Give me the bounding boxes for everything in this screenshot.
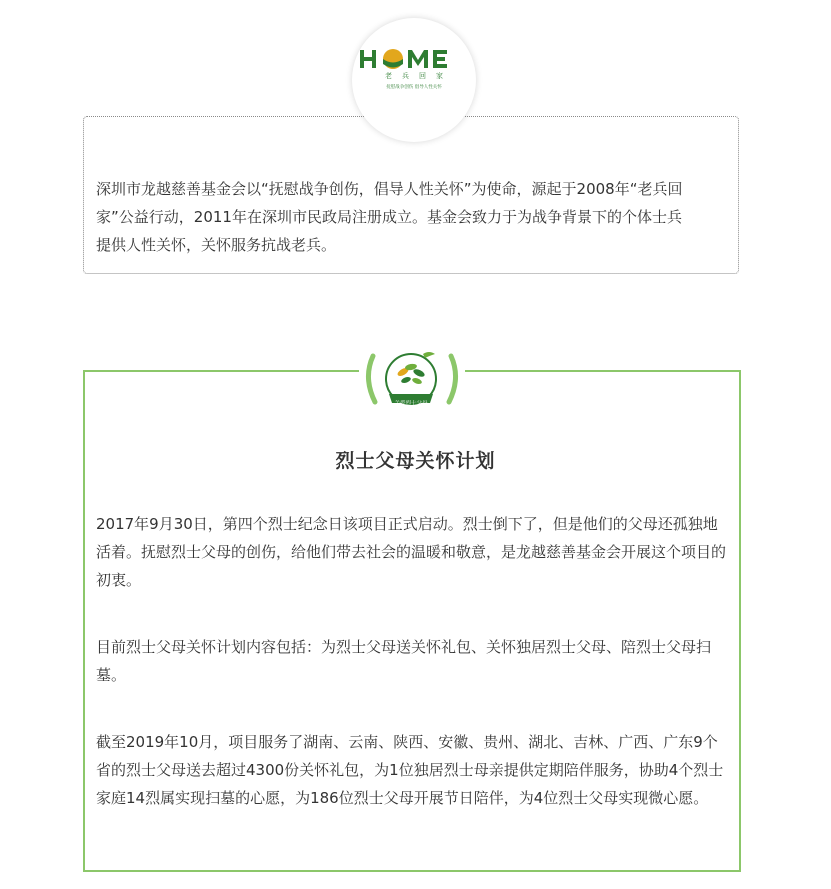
program-title: 烈士父母关怀计划 — [335, 450, 496, 472]
program-paragraph-results: 截至2019年10月，项目服务了湖南、云南、陕西、安徽、贵州、湖北、吉林、广西、广东9个省的烈士父母送去超过4300份关怀礼包，为1位独居烈士母亲提供定期陪伴服务，协助4个烈士家庭14烈属实现扫墓的心愿，为186位烈士父母开展节日陪伴，为4位烈士父母实现微心愿。 — [96, 733, 724, 807]
program-paragraph-contents: 目前烈士父母关怀计划内容包括：为烈士父母送关怀礼包、关怀独居烈士父母、陪烈士父母扫墓。 — [96, 638, 712, 684]
program-paragraph-launch: 2017年9月30日，第四个烈士纪念日该项目正式启动。烈士倒下了，但是他们的父母还孤独地活着。抚慰烈士父母的创伤，给他们带去社会的温暖和敬意，是龙越慈善基金会开展这个项目的初衷。 — [96, 515, 727, 589]
intro-text: 深圳市龙越慈善基金会以“抚慰战争创伤，倡导人性关怀”为使命，源起于2008年“老兵回家”公益行动，2011年在深圳市民政局注册成立。基金会致力于为战争背景下的个体士兵提供人性关怀，关怀服务抗战老兵。 — [96, 180, 683, 254]
home-tagline: 抚慰战争创伤 倡导人性关怀 — [386, 85, 442, 90]
home-logo — [352, 18, 476, 142]
emblem-label: 关爱烈士父母 — [394, 401, 428, 407]
home-wordmark — [352, 44, 476, 74]
home-subtitle: 老兵回家 — [385, 72, 453, 80]
program-emblem — [359, 348, 465, 412]
